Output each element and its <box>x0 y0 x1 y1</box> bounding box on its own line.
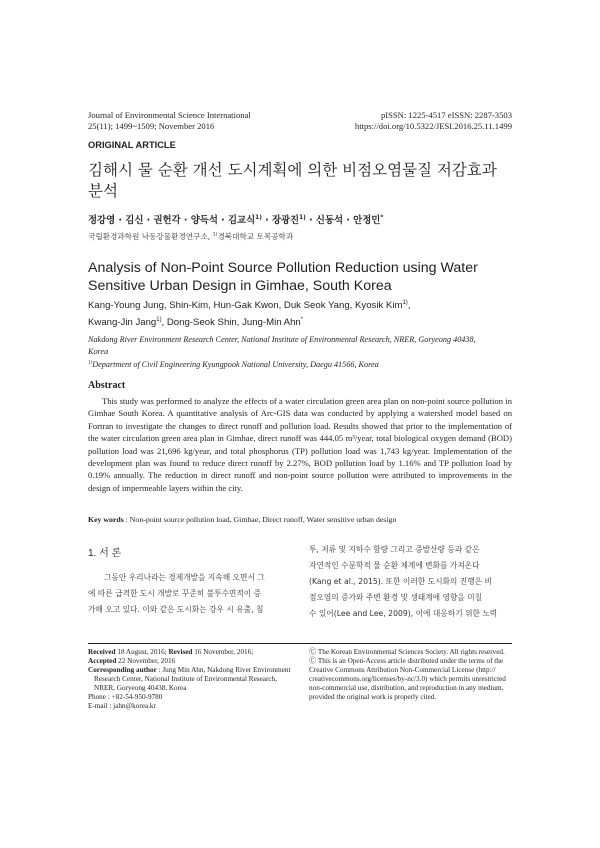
copyright-line-2: Ⓒ This is an Open-Access article distributed under the terms of the <box>309 657 504 665</box>
affiliation-line-3-sup: 1) <box>88 359 93 366</box>
english-authors-line-2-a-sup: 1) <box>156 316 162 323</box>
korean-authors-sup-3: * <box>380 214 384 221</box>
intro-right-line-2: 자연적인 수문학적 물 순환 체계에 변화를 가져온다 <box>309 561 480 570</box>
article-type: ORIGINAL ARTICLE <box>88 140 176 150</box>
korean-affiliation-part-1: 국립환경과학원 낙동강물환경연구소, <box>88 232 213 241</box>
copyright-line-5: non-commercial use, distribution, and reproduction in any medium, <box>309 684 504 692</box>
intro-left-line-3: 가해 오고 있다. 이와 같은 도시화는 강우 시 유출, 침 <box>88 605 264 614</box>
english-authors-line-1-sup: 1) <box>402 299 408 306</box>
korean-authors-part-2: · 장광진 <box>261 215 300 226</box>
korean-affiliation-part-2: 경북대학교 토목공학과 <box>217 232 294 241</box>
revised-date: 16 November, 2016; <box>192 648 254 656</box>
affiliation-line-3-text: Department of Civil Engineering Kyungpook National University, Daegu 41566, Korea <box>92 360 379 369</box>
keywords-label: Key words <box>88 515 124 524</box>
corresponding-author-label: Corresponding author <box>88 666 157 674</box>
english-title-line-2: Sensitive Urban Design in Gimhae, South Korea <box>88 278 392 294</box>
journal-name: Journal of Environmental Science International <box>88 110 251 120</box>
accepted-label: Accepted <box>88 657 117 665</box>
received-label: Received <box>88 648 116 656</box>
corresponding-author-line-2: Research Center, National Institute of Environmental Research, <box>94 675 277 683</box>
email[interactable]: E-mail : jahn@korea.kr <box>88 702 156 710</box>
doi-link[interactable]: https://doi.org/10.5322/JESI.2016.25.11.1499 <box>354 121 512 131</box>
copyright-line-1: Ⓒ The Korean Environmental Sciences Society. All rights reserved. <box>309 648 505 656</box>
intro-right-line-5: 수 있어(Lee and Lee, 2009), 이에 대응하기 위한 노력 <box>309 609 498 618</box>
received-date: 18 August, 2016; <box>115 648 169 656</box>
license-link-line[interactable]: creativecommons.org/licenses/by-nc/3.0) which permits unrestricted <box>309 675 506 683</box>
intro-right-line-1: 투, 저류 및 지하수 함량 그리고 증발산량 등과 같은 <box>309 545 480 554</box>
accepted-date: 22 November, 2016 <box>116 657 176 665</box>
english-authors-line-2-a: Kwang-Jin Jang <box>88 317 157 328</box>
intro-right-line-4: 점오염의 증가와 주변 환경 및 생태계에 영향을 미칠 <box>309 593 483 602</box>
received-dates <box>88 648 253 657</box>
phone: Phone : +82-54-950-9780 <box>88 693 163 701</box>
intro-left-line-2: 에 따른 급격한 도시 개발로 꾸준히 불투수면적이 증 <box>88 589 262 598</box>
revised-label: Revised <box>168 648 193 656</box>
korean-authors-sup-1: 1) <box>255 214 262 221</box>
accepted-date-line <box>88 657 175 666</box>
affiliation-line-3 <box>88 360 379 369</box>
copyright-line-6: provided the original work is properly cited. <box>309 693 437 701</box>
korean-authors-sup-2: 1) <box>299 214 306 221</box>
footer-divider <box>88 643 512 644</box>
english-authors-line-2-b: , Dong-Seok Shin, Jung-Min Ahn <box>161 317 301 328</box>
korean-affiliation-sup: 1) <box>212 232 218 238</box>
abstract-text: This study was performed to analyze the effects of a water circulation green area plan on non-point source pollution in Gimhae South Korea. A quantitative analysis of Arc-GIS data was conducted by applying a watershed model based on Fortran to investigate the changes to direct runoff and pollution load. Results showed that prior to the implementation of the water circulation green area plan in Gimhae, direct runoff was 444.05 m³/year, total biological oxygen demand (BOD) pollution load was 21,696 kg/year, and total phosphorus (TP) pollution load was 1,743 kg/year. Implementation of the development plan was found to reduce direct runoff by 2.27%, BOD pollution load by 1.16% and TP pollution load by 0.19% annually. The reduction in direct runoff and non-point source pollution were attributed to improvements in the design of impermeable layers within the city. <box>88 396 512 493</box>
english-authors-line-2 <box>88 317 303 328</box>
keywords <box>88 515 396 524</box>
korean-affiliation <box>88 231 293 242</box>
english-authors-line-1-end: , <box>407 300 411 311</box>
korean-authors-part-1: 정강영 · 김신 · 권헌각 · 양득석 · 김교식 <box>88 215 256 226</box>
corresponding-author-text: : Jung Min Ahn, Nakdong River Environment <box>156 666 291 674</box>
intro-heading: 1. 서 론 <box>88 548 122 559</box>
affiliation-line-2: Korea <box>88 347 109 356</box>
english-authors-line-2-b-sup: * <box>300 316 304 323</box>
intro-left-line-1: 그동안 우리나라는 경제개발을 지속해 오면서 그 <box>104 573 265 582</box>
copyright-line-3: Creative Commons Attribution Non-Commercial License (http:// <box>309 666 496 674</box>
english-authors-line-1-text: Kang-Young Jung, Shin-Kim, Hun-Gak Kwon, Duk Seok Yang, Kyosik Kim <box>88 300 403 311</box>
english-title-line-1: Analysis of Non-Point Source Pollution Reduction using Water <box>88 260 478 276</box>
journal-issn: pISSN: 1225-4517 eISSN: 2287-3503 <box>380 110 512 120</box>
korean-authors <box>88 212 383 226</box>
korean-authors-part-3: · 신동석 · 안정민 <box>305 215 381 226</box>
english-authors-line-1 <box>88 300 410 311</box>
abstract-heading: Abstract <box>88 380 126 391</box>
corresponding-author-line-1 <box>88 666 291 675</box>
journal-volume: 25(11); 1499~1509; November 2016 <box>88 121 215 131</box>
korean-title-line-1: 김해시 물 순환 개선 도시계획에 의한 비점오염물질 저감효과 <box>88 161 497 179</box>
korean-title-line-2: 분석 <box>88 182 118 200</box>
intro-right-line-3: (Kang et al., 2015). 또한 이러한 도시화의 진행은 비 <box>309 577 492 586</box>
corresponding-author-line-3: NRER, Goryeong 40438, Korea <box>94 684 187 692</box>
keywords-text: : Non-point source pollution load, Gimhae, Direct runoff, Water sensitive urban design <box>123 515 397 524</box>
affiliation-line-1: Nakdong River Environment Research Center, National Institute of Environmental Research, NRER, Goryeong 40438, <box>88 335 476 344</box>
